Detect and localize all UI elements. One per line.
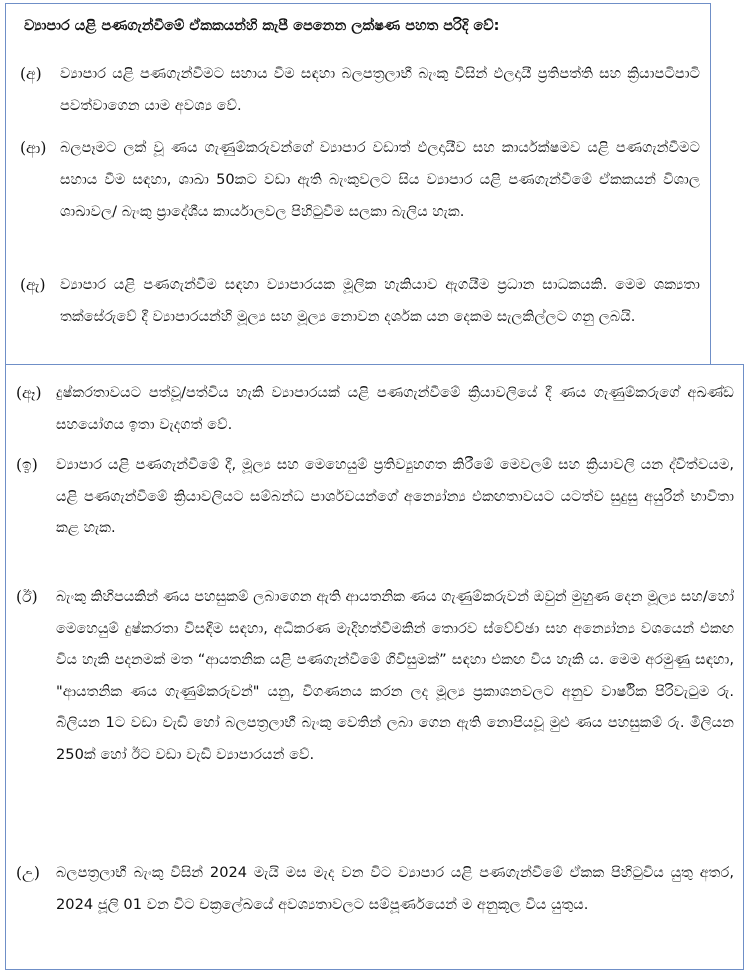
list-item-marker: (ඉ) (16, 456, 38, 474)
list-item (16, 449, 734, 545)
list-item-text: ව්‍යාපාර යළි පණගැන්වීමේ දී, මූල්‍ය සහ මෙහෙයුම් ප්‍රතිව්‍යුහගත කිරීමේ මෙවලම් සහ ක්‍රියාවලි යන ද්විත්වයම, යළි පණගැන්වීමේ ක්‍රියාවලියට සම්බන්ධ පාර්ශවයන්ගේ අන්‍යෝන්‍ය එකඟතාවයට යටත්ව සුදුසු අයුරින් භාවිතා කළ හැක. (56, 456, 734, 536)
list-item-text: ව්‍යාපාර යළි පණගැන්වීම සඳහා ව්‍යාපාරයක මූලික හැකියාව ඇගයීම ප්‍රධාන සාධකයකි. මෙම ශක්‍යතා තක්සේරුවේ දී ව්‍යාපාරයන්හි මූල්‍ය සහ මූල්‍ය නොවන දර්ශක යන දෙකම සැලකිල්ලට ගනු ලබයි. (60, 276, 700, 325)
list-item-marker: (ආ) (20, 139, 47, 157)
list-item (16, 377, 734, 441)
list-item-marker: (ඊ) (16, 588, 38, 606)
list-item-marker: (ඈ) (16, 384, 42, 402)
list-item (20, 58, 700, 122)
list-item-text: බලපෑමට ලක් වූ ණය ගැණුම්කරුවන්ගේ ව්‍යාපාර වඩාත් ඵලදායීව සහ කාර්යක්ෂමව යළි පණගැන්වීමට සහාය වීම සඳහා, ශාඛා 50කට වඩා ඇති බැංකුවලට සිය ව්‍යාපාර යළි පණගැන්වීමේ ඒකකයන් විශාල ශාඛාවල/ බැංකු ප්‍රාදේශීය කාර්යාලවල පිහිටුවීම සලකා බැලිය හැක. (60, 139, 700, 220)
section-heading: ව්‍යාපාර යළි පණගැන්වීමේ ඒකකයන්හි කැපී පෙනෙන ලක්ෂණ පහත පරිදි වේ: (24, 18, 500, 34)
list-item-marker: (අ) (20, 65, 42, 83)
list-item-text: බලපත්‍රලාභී බැංකු විසින් 2024 මැයි මස මැද වන විට ව්‍යාපාර යළි පණගැන්වීමේ ඒකක පිහිටුවිය යුතු අතර, 2024 ජූලි 01 වන විට චක්‍රලේඛයේ අවශ්‍යතාවලට සම්පූර්ණයෙන් ම අනුකූල විය යුතුය. (56, 864, 734, 913)
list-item (20, 132, 700, 260)
list-item (16, 857, 734, 957)
list-item-marker: (උ) (16, 864, 40, 882)
list-item-text: බැංකු කිහිපයකින් ණය පහසුකම් ලබාගෙන ඇති ආයතනික ණය ගැණුම්කරුවන් ඔවුන් මුහුණ දෙන මූල්‍ය සහ/හෝ මෙහෙයුම් දුෂ්කරතා විසඳීම සඳහා, අධිකරණ මැදිහත්වීමකින් තොරව ස්වේච්ඡා සහ අන්‍යෝන්‍ය වශයෙන් එකඟ විය හැකි පදනමක් මත “ආයතනික යළි පණගැන්වීමේ ගිවිසුමක්” සඳහා එකඟ විය හැකි ය. මෙම අරමුණු සඳහා, "ආයතනික ණය ගැණුම්කරුවන්" යනු, විගණනය කරන ලද මූල්‍ය ප්‍රකාශනවලට අනුව වාර්ෂික පිරිවැටුම රු. බිලියන 1ට වඩා වැඩි හෝ බලපත්‍රලාභී බැංකු වෙතින් ලබා ගෙන ඇති නොපියවූ මුළු ණය පහසුකම් රු. මිලියන 250ක් හෝ ඊට වඩා වැඩි ව්‍යාපාරයන් වේ. (56, 588, 734, 763)
list-item (16, 581, 734, 837)
list-item-text: දුෂ්කරතාවයට පත්වූ/පත්විය හැකි ව්‍යාපාරයක් යළි පණගැන්වීමේ ක්‍රියාවලියේ දී ණය ගැණුම්කරුගේ අඛණ්ඩ සහයෝගය ඉතා වැදගත් වේ. (56, 384, 734, 433)
section-box-lower (5, 364, 744, 970)
list-item (20, 269, 700, 365)
list-item-marker: (ඇ) (20, 276, 46, 294)
section-box-upper (5, 3, 711, 368)
list-item-text: ව්‍යාපාර යළි පණගැන්වීමට සහාය වීම සඳහා බලපත්‍රලාභී බැංකු විසින් ඵලදායී ප්‍රතිපත්ති සහ ක්‍රියාපටිපාටි පවත්වාගෙන යාම අවශ්‍ය වේ. (60, 65, 700, 114)
